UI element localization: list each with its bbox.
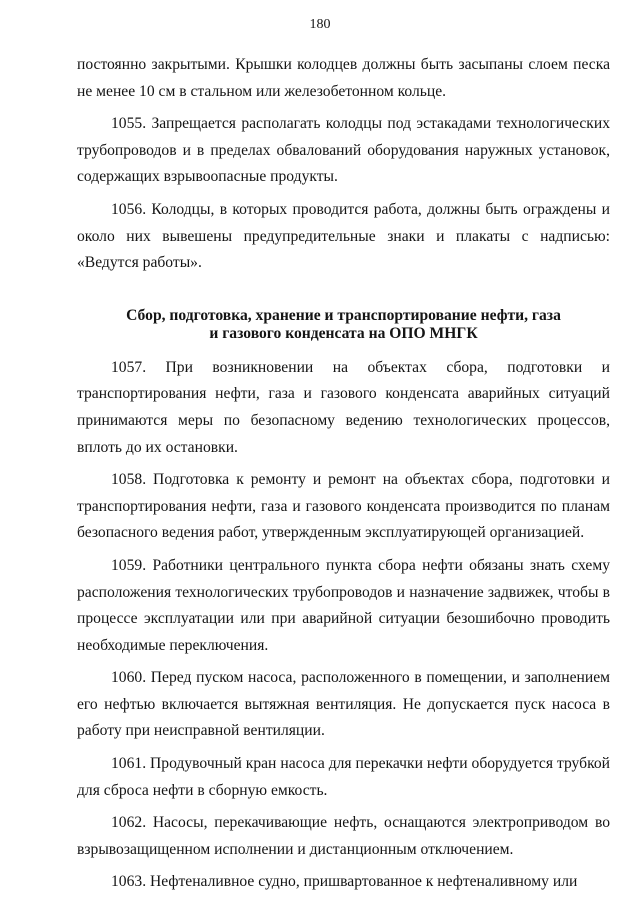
paragraph-1059: 1059. Работники центрального пункта сбора нефти обязаны знать схему расположения технологических трубопроводов и назначение задвижек, чтобы в процессе эксплуатации или при аварийной ситуации безошибочно проводить необходимые переключения. (77, 556, 610, 654)
paragraph-1057: 1057. При возникновении на объектах сбора, подготовки и транспортирования нефти, газа и газового конденсата аварийных ситуаций принимаются меры по безопасному ведению технологических процессов, вплоть до их остановки. (77, 358, 610, 456)
paragraph-1060: 1060. Перед пуском насоса, расположенного в помещении, и заполнением его нефтью включается вытяжная вентиляция. Не допускается пуск насоса в работу при неисправной вентиляции. (77, 669, 610, 740)
paragraph-1056: 1056. Колодцы, в которых проводится работа, должны быть ограждены и около них вывешены предупредительные знаки и плакаты с надписью: «Ведутся работы». (77, 200, 610, 272)
section-heading-line-2: и газового конденсата на ОПО МНГК (209, 324, 478, 342)
paragraph-1062: 1062. Насосы, перекачивающие нефть, оснащаются электроприводом во взрывозащищенном исполнении и дистанционным отключением. (77, 814, 610, 858)
paragraph-1061: 1061. Продувочный кран насоса для перекачки нефти оборудуется трубкой для сброса нефти в сборную емкость. (77, 755, 610, 799)
section-heading-line-1: Сбор, подготовка, хранение и транспортирование нефти, газа (126, 306, 561, 324)
paragraph-continuation: постоянно закрытыми. Крышки колодцев должны быть засыпаны слоем песка не менее 10 см в стальном или железобетонном кольце. (77, 56, 610, 100)
page-number: 180 (309, 17, 331, 32)
paragraph-1058: 1058. Подготовка к ремонту и ремонт на объектах сбора, подготовки и транспортирования нефти, газа и газового конденсата производится по планам безопасного ведения работ, утвержденным эксплуатирующей организацией. (77, 471, 610, 542)
paragraph-1055: 1055. Запрещается располагать колодцы под эстакадами технологических трубопроводов и в пределах обвалований оборудования наружных установок, содержащих взрывоопасные продукты. (77, 115, 610, 186)
body-text (77, 52, 610, 902)
paragraph-1063: 1063. Нефтеналивное судно, пришвартованное к нефтеналивному или (111, 873, 578, 891)
section-heading (77, 307, 610, 343)
